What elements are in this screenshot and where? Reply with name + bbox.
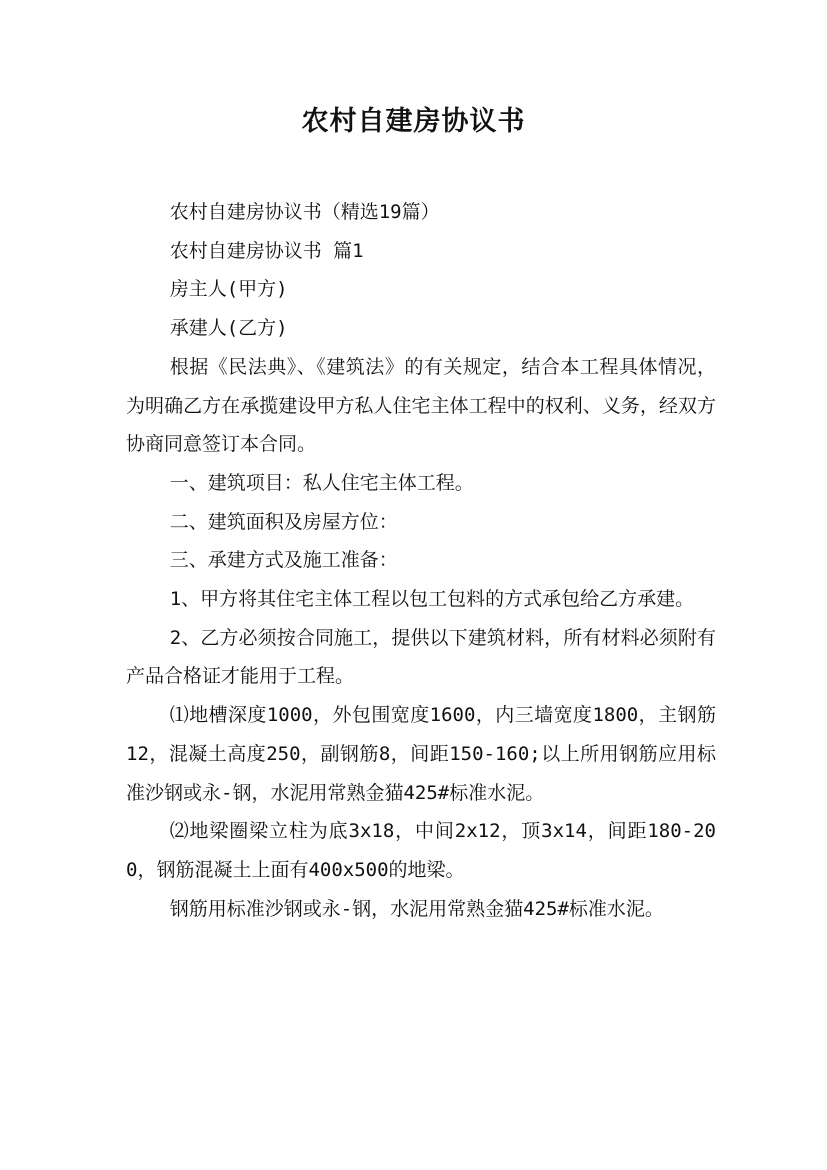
paragraph-item-2: 2、乙方必须按合同施工，提供以下建筑材料，所有材料必须附有产品合格证才能用于工程。 — [126, 626, 716, 688]
paragraph-clause-1: 一、建筑项目：私人住宅主体工程。 — [169, 471, 474, 494]
paragraph-spec-1: ⑴地槽深度1000，外包围宽度1600，内三墙宽度1800，主钢筋12，混凝土高度250，副钢筋8，间距150-160;以上所用钢筋应用标准沙钢或永-钢，水泥用常熟金猫425#标准水泥。 — [126, 704, 716, 804]
paragraph-party-b: 承建人(乙方) — [169, 317, 288, 340]
paragraph-section-heading: 农村自建房协议书 篇1 — [169, 239, 364, 262]
paragraph-item-1: 1、甲方将其住宅主体工程以包工包料的方式承包给乙方承建。 — [169, 588, 695, 611]
document-title: 农村自建房协议书 — [301, 106, 526, 137]
paragraph-clause-2: 二、建筑面积及房屋方位： — [169, 510, 398, 533]
paragraph-subtitle: 农村自建房协议书（精选19篇） — [169, 201, 440, 223]
paragraph-materials-note: 钢筋用标准沙钢或永-钢，水泥用常熟金猫425#标准水泥。 — [169, 897, 664, 920]
paragraph-party-a: 房主人(甲方) — [169, 278, 288, 301]
paragraph-spec-2: ⑵地梁圈梁立柱为底3x18，中间2x12，顶3x14，间距180-200，钢筋混凝土上面有400x500的地梁。 — [126, 820, 716, 881]
paragraph-preamble: 根据《民法典》、《建筑法》的有关规定，结合本工程具体情况，为明确乙方在承揽建设甲方私人住宅主体工程中的权利、义务，经双方协商同意签订本合同。 — [126, 355, 716, 456]
document-body — [126, 193, 716, 928]
paragraph-clause-3: 三、承建方式及施工准备： — [169, 549, 398, 572]
